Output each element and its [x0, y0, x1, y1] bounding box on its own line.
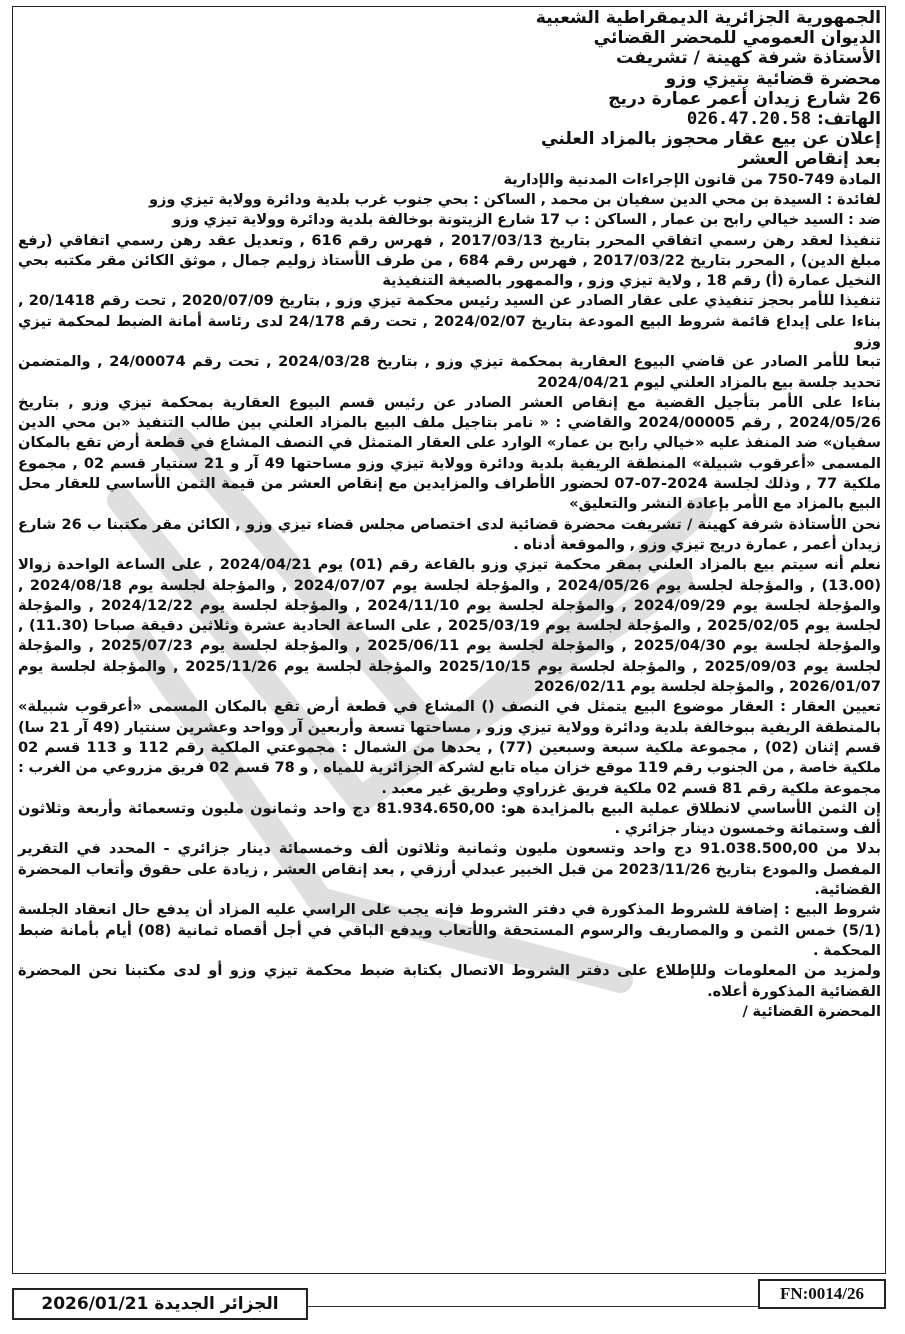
bailiff-paragraph: نحن الأستاذة شرفة كهينة / تشريفت محضرة قضائية لدى اختصاص مجلس قضاء تيزي وزو , الكائن مقر مكتبنا ب 26 شارع زيدان أعمر , عمارة دريج تيزي وزو , والموقعة أدناه . — [18, 515, 881, 553]
notice-subtitle: بعد إنقاص العشر — [738, 149, 881, 170]
more-info-paragraph: ولمزيد من المعلومات وللإطلاع على دفتر الشروط الاتصال بكتابة ضبط محكمة تيزي وزو أو لدى مكتبنا نحن المحضرة القضائية المذكورة أعلاه. — [18, 962, 881, 1000]
auction-dates-paragraph: نعلم أنه سيتم بيع بالمزاد العلني بمقر محكمة تيزي وزو بالقاعة رقم (01) يوم 2024/04/21 , على الساعة الواحدة زوالا (13.00) , والمؤجلة لجلسة يوم 2024/05/26 , والمؤجلة لجلسة يوم 2024/07/07 , والمؤجلة لجلسة يوم 2024/08/18 , والمؤجلة لجلسة يوم 2024/09/29 , والمؤجلة لجلسة يوم 2024/11/10 , والمؤجلة لجلسة يوم 2024/12/22 , والمؤجلة لجلسة يوم 2025/02/05 , والمؤجلة لجلسة يوم 2025/03/19 , على الساعة الحادية عشرة وثلاثين دقيقة صباحا (11.30) , والمؤجلة لجلسة يوم 2025/04/30 , والمؤجلة لجلسة يوم 2025/06/11 , والمؤجلة لجلسة يوم 2025/07/23 , والمؤجلة لجلسة يوم 2025/09/03 , والمؤجلة لجلسة يوم 2025/10/15 والمؤجلة لجلسة يوم 2025/11/26 , والمؤجلة لجلسة يوم 2026/01/07 , والمؤجلة لجلسة يوم 2026/02/11 — [18, 556, 882, 696]
office-address: 26 شارع زيدان أعمر عمارة دريج — [608, 88, 881, 109]
bailiff-location: محضرة قضائية بتيزي وزو — [665, 68, 881, 89]
legal-notice — [18, 8, 881, 1022]
bailiff-name: الأستاذة شرفة كهينة / تشريفت — [616, 48, 881, 69]
notice-header — [18, 8, 881, 170]
republic-title: الجمهورية الجزائرية الديمقراطية الشعبية — [535, 8, 881, 28]
legal-article: المادة 749-750 من قانون الإجراءات المدنية والإدارية — [503, 170, 881, 188]
sale-conditions-paragraph: شروط البيع : إضافة للشروط المذكورة في دفتر الشروط فإنه يجب على الراسي عليه المزاد أن يدفع حال انعقاد الجلسة (5/1) خمس الثمن و والمصاريف والرسوم المستحقة والأتعاب ويدفع الباقي في أجل أقصاه ثمانية (08) أيام بأمانة ضبط المحكمة . — [18, 901, 881, 959]
against-paragraph: ضد : السيد خيالي رابح بن عمار , الساكن : ب 17 شارع الزيتونة بوخالفة بلدية ودائرة وولاية تيزي وزو — [172, 211, 881, 229]
postponement-paragraph: بناءا على الأمر بتأجيل القضية مع إنقاص العشر الصادر عن رئيس قسم البيوع العقارية بمحكمة تيزي وزو , بتاريخ 2024/05/26 , رقم 2024/00005 والقاضي : « نامر بتاجيل ملف البيع بالمزاد العلني بين طالب التنفيذ «بن محي الدين سفيان» ضد المنفذ عليه «خيالي رابح بن عمار» الوارد على العقار المتمثل في النصف المشاع في قطعة أرض تقع بالمكان المسمى «أعرقوب شبيلة» المنطقة الريفية بلدية ودائرة وولاية تيزي وزو مساحتها 49 آر و 21 سنتيار قسم 02 , مجموع ملكية 77 , وذلك لجلسة 2024-07-07 لحضور الأطراف والمزايدين مع إنقاص العشر من قيمة الثمن الأساسي للعقار محل البيع بالمزاد مع الأمر بإعادة النشر والتعليق» — [18, 393, 881, 513]
signature-line: المحضرة القضائية / — [742, 1002, 881, 1020]
order-paragraph: تبعا للأمر الصادر عن قاضي البيوع العقارية بمحكمة تيزي وزو , بتاريخ 2024/03/28 , تحت رقم 24/00074 , والمتضمن تحديد جلسة بيع بالمزاد العلني ليوم 2024/04/21 — [18, 353, 882, 391]
fn-code-box: FN:0014/26 — [758, 1279, 886, 1309]
phone-line — [18, 109, 881, 129]
footer-divider — [306, 1306, 760, 1307]
notice-body — [18, 170, 881, 1022]
beneficiary-paragraph: لفائدة : السيدة بن محي الدين سفيان بن محمد , الساكن : بحي جنوب غرب بلدية ودائرة وولاية تيزي وزو — [148, 190, 881, 208]
notice-title: إعلان عن بيع عقار محجوز بالمزاد العلني — [541, 129, 881, 150]
phone-label: الهاتف: — [817, 109, 881, 130]
property-paragraph: تعيين العقار : العقار موضوع البيع يتمثل في النصف () المشاع في قطعة أرض تقع بالمكان المسمى «أعرقوب شبيلة» بالمنطقة الريفية ببوخالفة بلدية ودائرة وولاية تيزي وزو , مساحتها تسعة وأربعين آر وواحد وعشرين سنتيار (49 آر 21 سا) قسم إثنان (02) , مجموعة ملكية سبعة وسبعين (77) , يحدها من الشمال : مجموعتي الملكية رقم 112 و 113 قسم 02 ملكية خاصة , من الجنوب رقم 119 موقع خزان مياه تابع لشركة الجزائرية للمياه , و 78 قسم 02 فريق مزروعي من الغرب : مجموعة ملكية رقم 81 قسم 02 ملكية فريق غزراوي وطريق غير معبد . — [18, 698, 882, 797]
execution-paragraph: تنفيذا لعقد رهن رسمي اتفاقي المحرر بتاريخ 2017/03/13 , فهرس رقم 616 , وتعديل عقد رهن رسمي اتفاقي (رفع مبلغ الدين) , المحرر بتاريخ 2017/03/22 , فهرس رقم 684 , من طرف الأستاذ زوليم جمال , موثق الكائن مقر مكتبه بحي النخيل عمارة (أ) رقم 18 , ولاية تيزي وزو , والممهور بالصيغة التنفيذية — [18, 231, 881, 290]
seizure-paragraph: تنفيذا للأمر بحجز تنفيذي على عقار الصادر عن السيد رئيس محكمة تيزي وزو , بتاريخ 2020/07/09 , تحت رقم 20/1418 , بناءا على إيداع قائمة شروط البيع المودعة بتاريخ 2024/02/07 , تحت رقم 24/178 لدى رئاسة أمانة الضبط لمحكمة تيزي وزو — [18, 292, 882, 350]
phone-number: 026.47.20.58 — [686, 109, 812, 130]
newspaper-date-box: الجزائر الجديدة 2026/01/21 — [12, 1288, 308, 1320]
office-title: الديوان العمومي للمحضر القضائي — [593, 28, 881, 49]
previous-price-paragraph: بدلا من 91.038.500,00 دج واحد وتسعون مليون وثمانية وثلاثون ألف وخمسمائة دينار جزائري - المحدد في التقرير المفصل والمودع بتاريخ 2023/11/26 من قبل الخبير عبدلي أرزقي , بعد إنقاص العشر , زيادة على حقوق وأتعاب المحضرة القضائية. — [18, 840, 881, 899]
base-price-paragraph: إن الثمن الأساسي لانطلاق عملية البيع بالمزايدة هو: 81.934.650,00 دج واحد وثمانون مليون وتسعمائة وأربعة وثلاثون ألف وستمائة وخمسون دينار جزائري . — [18, 799, 881, 838]
